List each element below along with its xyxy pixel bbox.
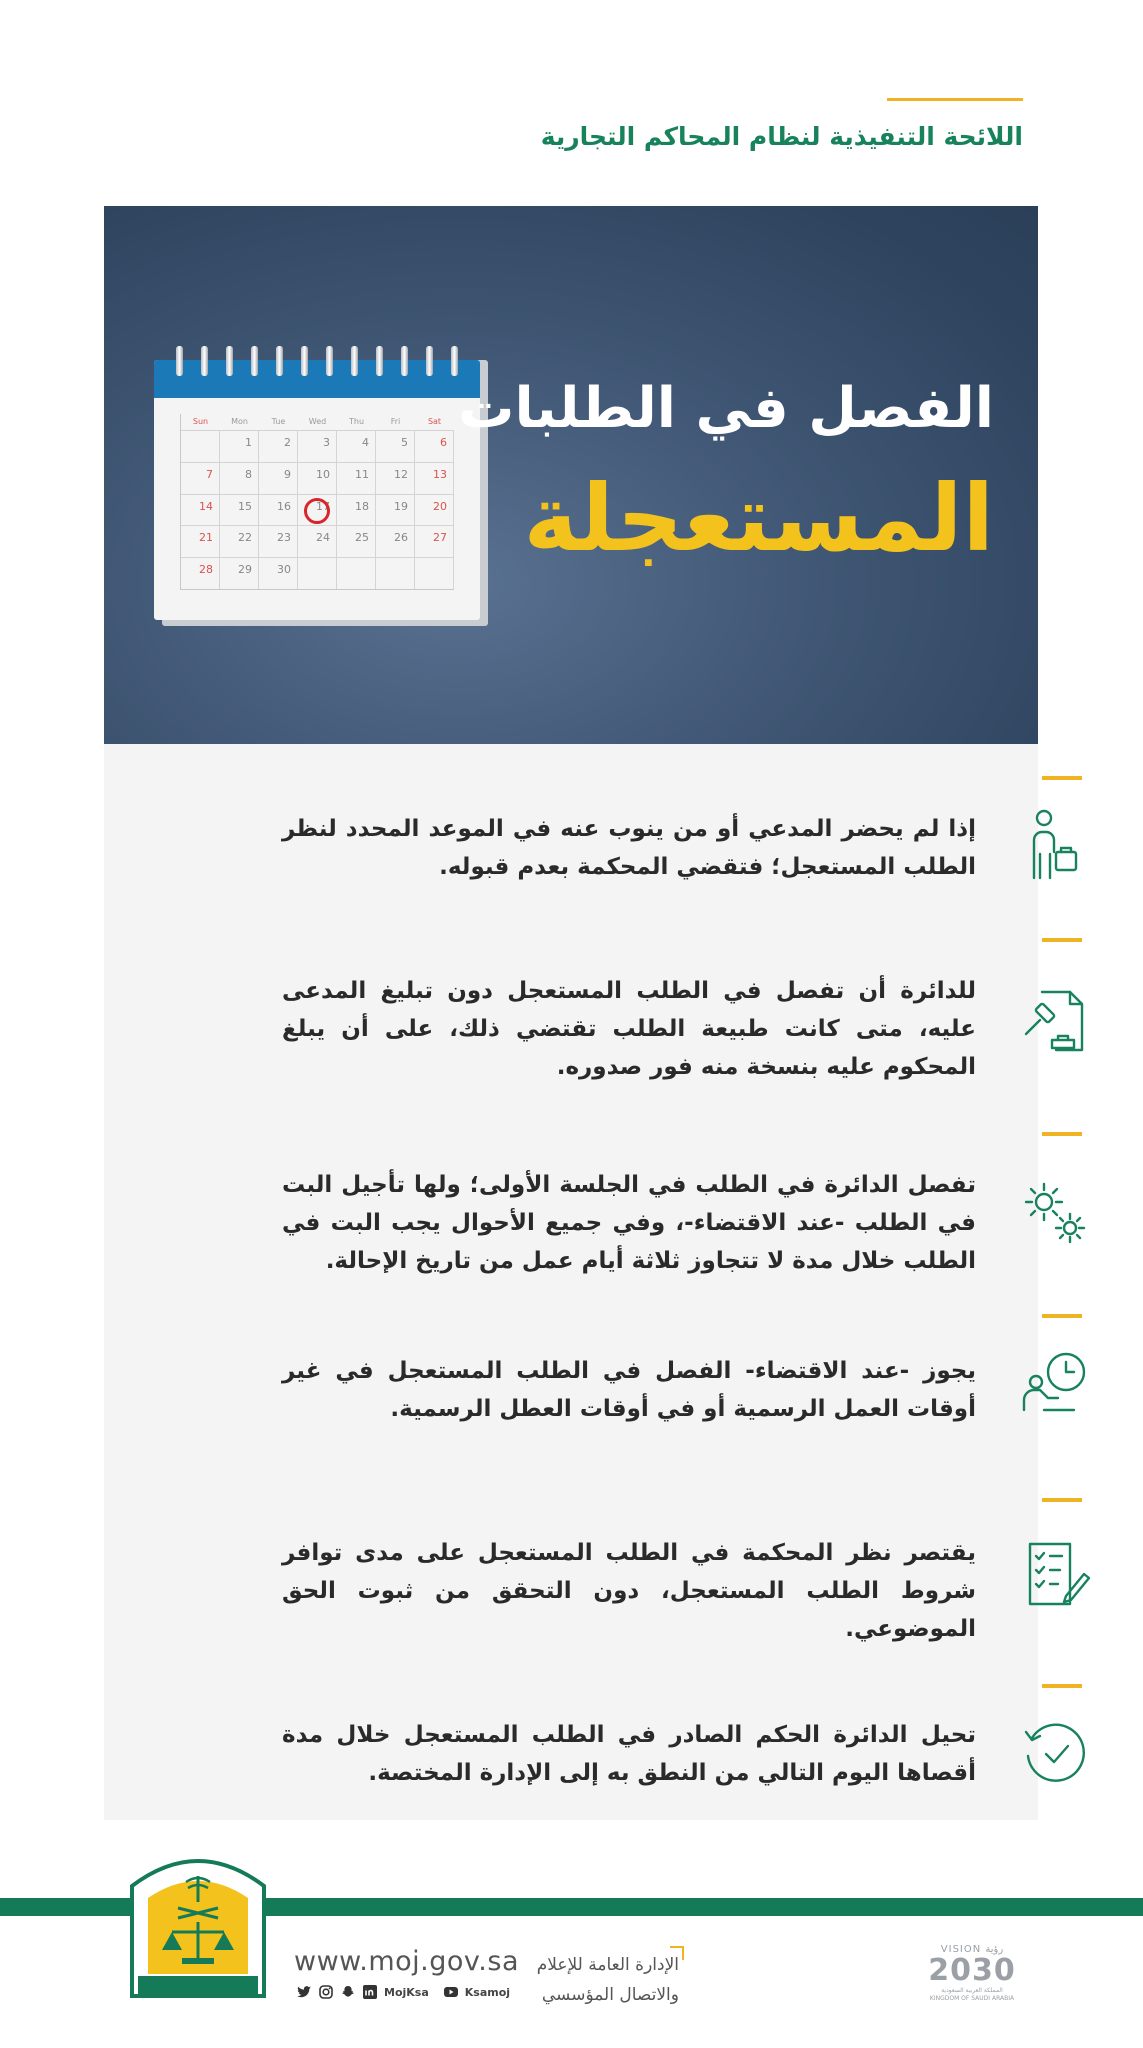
vision-country-en: KINGDOM OF SAUDI ARABIA [929, 1995, 1015, 2002]
item-divider [1042, 1684, 1082, 1688]
calendar-day [181, 430, 220, 462]
vision-year: 2030 [928, 1953, 1016, 1988]
calendar-weekday: Wed [308, 417, 327, 426]
calendar-day: 1 [220, 430, 259, 462]
calendar-grid [180, 414, 454, 590]
calendar-day: 13 [415, 462, 454, 494]
calendar-weekday: Mon [231, 417, 248, 426]
calendar-day: 9 [259, 462, 298, 494]
social-handle-secondary[interactable]: Ksamoj [464, 1985, 511, 1999]
item-divider [1042, 776, 1082, 780]
calendar-day: 22 [220, 525, 259, 557]
social-handle-primary[interactable]: MojKsa [384, 1985, 429, 1999]
calendar-day: 24 [298, 525, 337, 557]
person-clock-icon [1018, 1344, 1094, 1420]
calendar-ring [276, 346, 283, 376]
list-item: يجوز -عند الاقتضاء- الفصل في الطلب المستعجل في غير أوقات العمل الرسمية أو في أوقات العطل الرسمية. [282, 1358, 976, 1422]
website-url[interactable]: www.moj.gov.sa [294, 1946, 519, 1977]
vision-label: VISION رؤية [940, 1944, 1004, 1955]
hero-banner [104, 206, 1038, 744]
calendar-day: 25 [337, 525, 376, 557]
list-item: تفصل الدائرة في الطلب في الجلسة الأولى؛ ولها تأجيل البت في الطلب -عند الاقتضاء-، وفي جميع الأحوال يجب البت في الطلب خلال مدة لا تتجاوز ثلاثة أيام عمل من تاريخ الإحالة. [282, 1172, 976, 1274]
calendar-day: 14 [181, 494, 220, 526]
circular-arrow-check-icon [1018, 1714, 1094, 1790]
calendar-day: 29 [220, 557, 259, 589]
calendar-day [337, 557, 376, 589]
calendar-ring [226, 346, 233, 376]
calendar-ring [326, 346, 333, 376]
calendar-day [415, 557, 454, 589]
calendar-day: 16 [259, 494, 298, 526]
calendar-day: 12 [376, 462, 415, 494]
calendar-ring [426, 346, 433, 376]
item-divider [1042, 1132, 1082, 1136]
calendar-day: 10 [298, 462, 337, 494]
hero-title-line1: الفصل في الطلبات [458, 376, 994, 441]
calendar-day: 15 [220, 494, 259, 526]
calendar-weekday: Sat [427, 417, 442, 426]
calendar-day: 4 [337, 430, 376, 462]
social-links [296, 1984, 518, 2000]
calendar-day [298, 557, 337, 589]
instagram-icon[interactable] [318, 1984, 334, 2000]
calendar-ring [251, 346, 258, 376]
calendar-day: 18 [337, 494, 376, 526]
document-title: اللائحة التنفيذية لنظام المحاكم التجارية [540, 122, 1023, 151]
calendar-ring [201, 346, 208, 376]
department-line1: الإدارة العامة للإعلام [536, 1955, 679, 1975]
linkedin-icon[interactable] [362, 1984, 378, 2000]
gavel-document-icon [1018, 982, 1094, 1058]
calendar-ring [351, 346, 358, 376]
item-divider [1042, 938, 1082, 942]
calendar-day [376, 557, 415, 589]
youtube-icon[interactable] [443, 1984, 459, 2000]
calendar-weekday: Tue [271, 417, 286, 426]
calendar-day: 23 [259, 525, 298, 557]
twitter-icon[interactable] [296, 1984, 312, 2000]
checklist-pen-icon [1018, 1536, 1094, 1612]
vision-2030-logo [924, 1944, 1020, 2008]
list-item: تحيل الدائرة الحكم الصادر في الطلب المستعجل خلال مدة أقصاها اليوم التالي من النطق به إلى الإدارة المختصة. [282, 1722, 976, 1786]
calendar-day: 19 [376, 494, 415, 526]
calendar-ring [401, 346, 408, 376]
list-item: للدائرة أن تفصل في الطلب المستعجل دون تبليغ المدعى عليه، متى كانت طبيعة الطلب تقتضي ذلك، على أن يبلغ المحكوم عليه بنسخة منه فور صدوره. [282, 978, 976, 1080]
calendar-day: 7 [181, 462, 220, 494]
calendar-day: 2 [259, 430, 298, 462]
calendar-ring [176, 346, 183, 376]
snapchat-icon[interactable] [340, 1984, 356, 2000]
list-item: يقتصر نظر المحكمة في الطلب المستعجل على مدى توافر شروط الطلب المستعجل، دون التحقق من ثبوت الحق الموضوعي. [282, 1540, 976, 1642]
calendar-day: 8 [220, 462, 259, 494]
calendar-day: 5 [376, 430, 415, 462]
department-name [537, 1950, 679, 2010]
calendar-day: 20 [415, 494, 454, 526]
calendar-day: 6 [415, 430, 454, 462]
calendar-day: 21 [181, 525, 220, 557]
calendar-weekday: Fri [390, 417, 401, 426]
item-divider [1042, 1498, 1082, 1502]
calendar-ring [376, 346, 383, 376]
gears-icon [1018, 1176, 1094, 1252]
top-accent-rule [887, 98, 1023, 101]
list-item: إذا لم يحضر المدعي أو من ينوب عنه في الموعد المحدد لنظر الطلب المستعجل؛ فتقضي المحكمة بعدم قبوله. [282, 816, 976, 880]
calendar-day: 28 [181, 557, 220, 589]
vision-country-ar: المملكة العربية السعودية [941, 1987, 1003, 1994]
person-briefcase-icon [1018, 806, 1094, 882]
rules-list [104, 744, 1038, 1820]
calendar-day: 27 [415, 525, 454, 557]
calendar-day: 11 [337, 462, 376, 494]
calendar-day: 30 [259, 557, 298, 589]
hero-title-line2: المستعجلة [523, 465, 994, 572]
calendar-ring [451, 346, 458, 376]
calendar-weekday: Sun [192, 417, 209, 426]
item-divider [1042, 1314, 1082, 1318]
calendar-day: 3 [298, 430, 337, 462]
calendar-ring [301, 346, 308, 376]
calendar-day: 26 [376, 525, 415, 557]
calendar-icon [154, 346, 480, 626]
ministry-emblem [128, 1846, 268, 2006]
department-line2: والاتصال المؤسسي [541, 1985, 679, 2005]
calendar-day: 17 [298, 494, 337, 526]
calendar-weekday: Thu [348, 417, 365, 426]
